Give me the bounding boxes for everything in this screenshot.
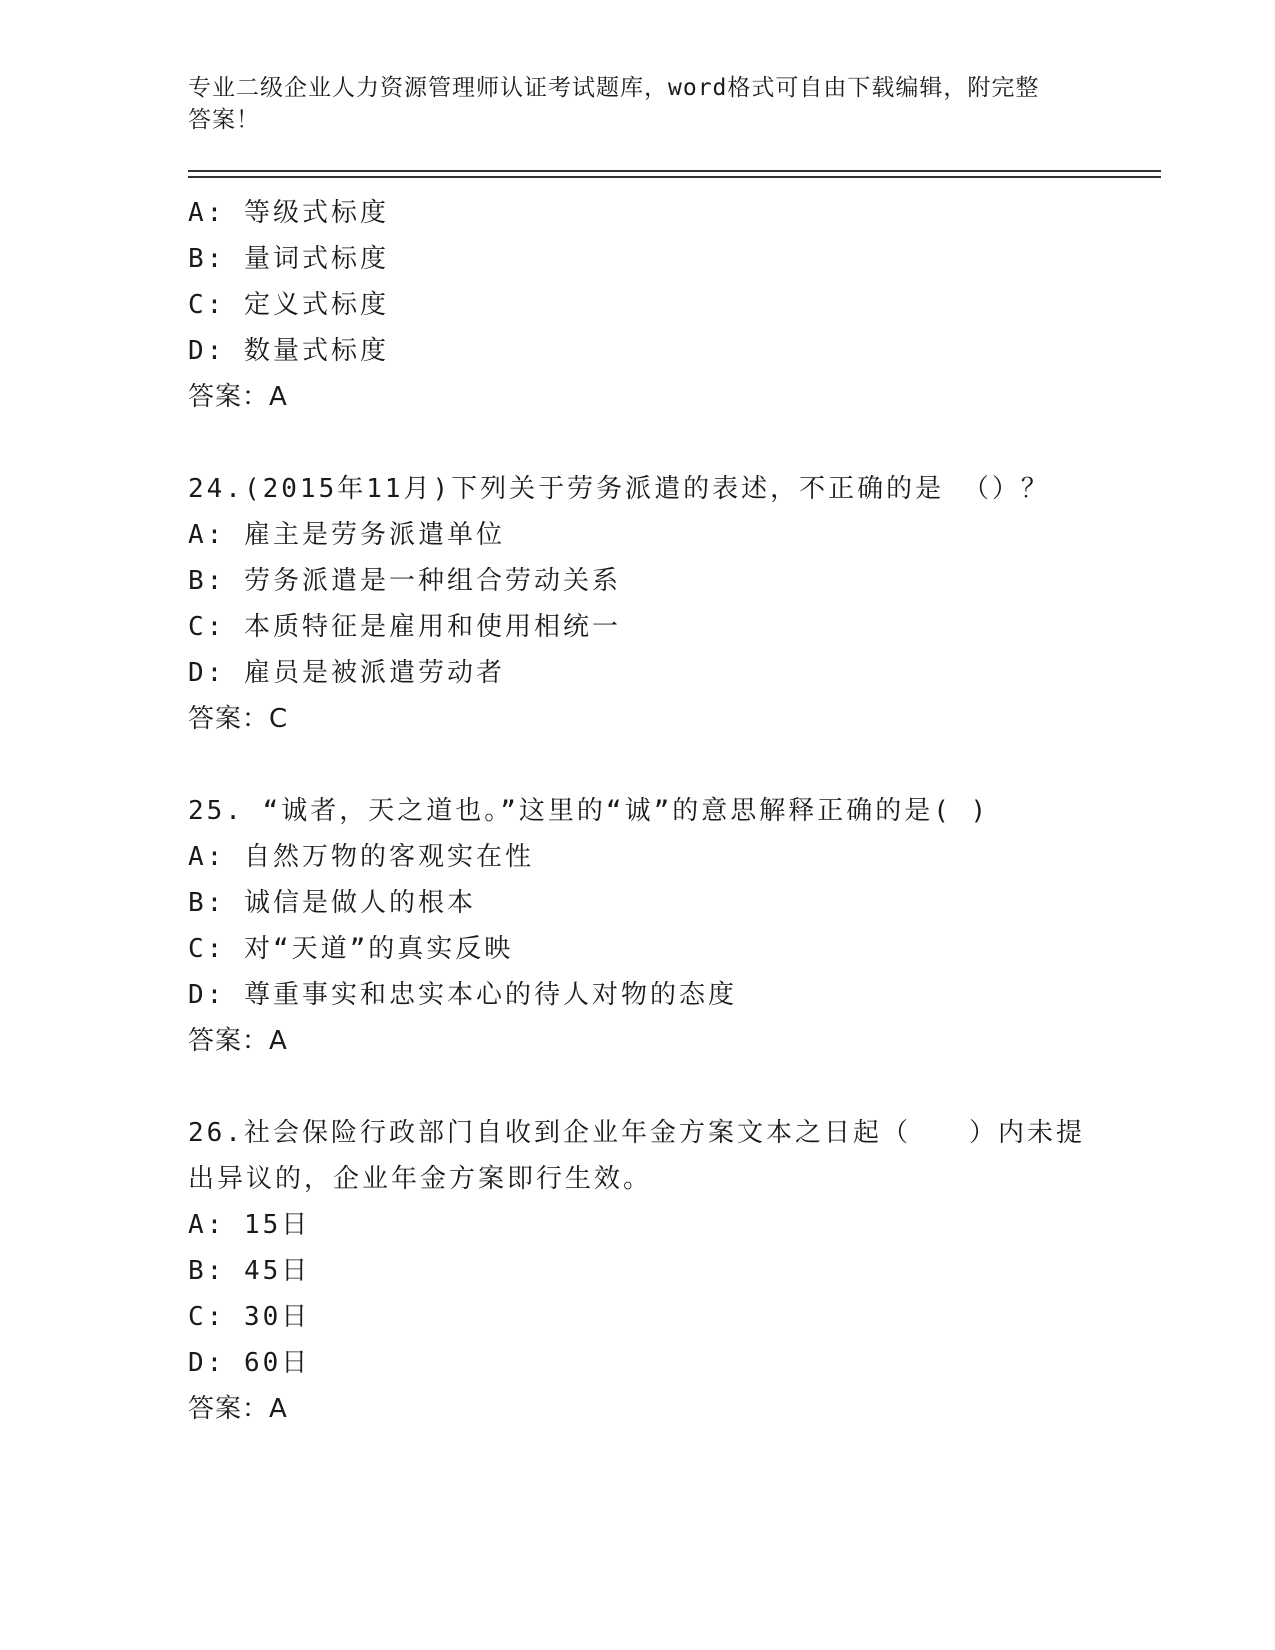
answer-line: 答案：A bbox=[188, 382, 288, 412]
option-b: B: 量词式标度 bbox=[188, 244, 389, 274]
option-a: A: 雇主是劳务派遣单位 bbox=[188, 520, 505, 550]
answer-line: 答案：A bbox=[188, 1394, 288, 1424]
option-a: A: 自然万物的客观实在性 bbox=[188, 842, 534, 872]
question-block bbox=[188, 190, 1088, 420]
document-header bbox=[188, 72, 1088, 136]
answer-line: 答案：C bbox=[188, 704, 289, 734]
question-list bbox=[188, 190, 1088, 1432]
header-rule-bottom bbox=[188, 176, 1161, 178]
question-block bbox=[188, 1110, 1088, 1432]
option-c: C: 30日 bbox=[188, 1302, 311, 1332]
option-b: B: 45日 bbox=[188, 1256, 311, 1286]
option-b: B: 劳务派遣是一种组合劳动关系 bbox=[188, 566, 621, 596]
option-c: C: 对“天道”的真实反映 bbox=[188, 934, 514, 964]
question-block bbox=[188, 466, 1088, 742]
header-line-2: 答案！ bbox=[188, 107, 260, 133]
option-d: D: 雇员是被派遣劳动者 bbox=[188, 658, 505, 688]
question-stem: 24.(2015年11月)下列关于劳务派遣的表述，不正确的是 （）？ bbox=[188, 474, 1050, 504]
option-c: C: 本质特征是雇用和使用相统一 bbox=[188, 612, 621, 642]
option-a: A: 等级式标度 bbox=[188, 198, 389, 228]
question-block bbox=[188, 788, 1088, 1064]
option-d: D: 尊重事实和忠实本心的待人对物的态度 bbox=[188, 980, 737, 1010]
header-rule-top bbox=[188, 170, 1161, 172]
option-d: D: 数量式标度 bbox=[188, 336, 389, 366]
header-line-1: 专业二级企业人力资源管理师认证考试题库，word格式可自由下载编辑，附完整 bbox=[188, 75, 1040, 101]
question-stem: 25. “诚者，天之道也。”这里的“诚”的意思解释正确的是( ) bbox=[188, 796, 990, 826]
option-a: A: 15日 bbox=[188, 1210, 311, 1240]
option-d: D: 60日 bbox=[188, 1348, 311, 1378]
question-stem: 26.社会保险行政部门自收到企业年金方案文本之日起（ ）内未提出异议的，企业年金方案即行生效。 bbox=[188, 1118, 1085, 1194]
option-b: B: 诚信是做人的根本 bbox=[188, 888, 476, 918]
option-c: C: 定义式标度 bbox=[188, 290, 389, 320]
answer-line: 答案：A bbox=[188, 1026, 288, 1056]
